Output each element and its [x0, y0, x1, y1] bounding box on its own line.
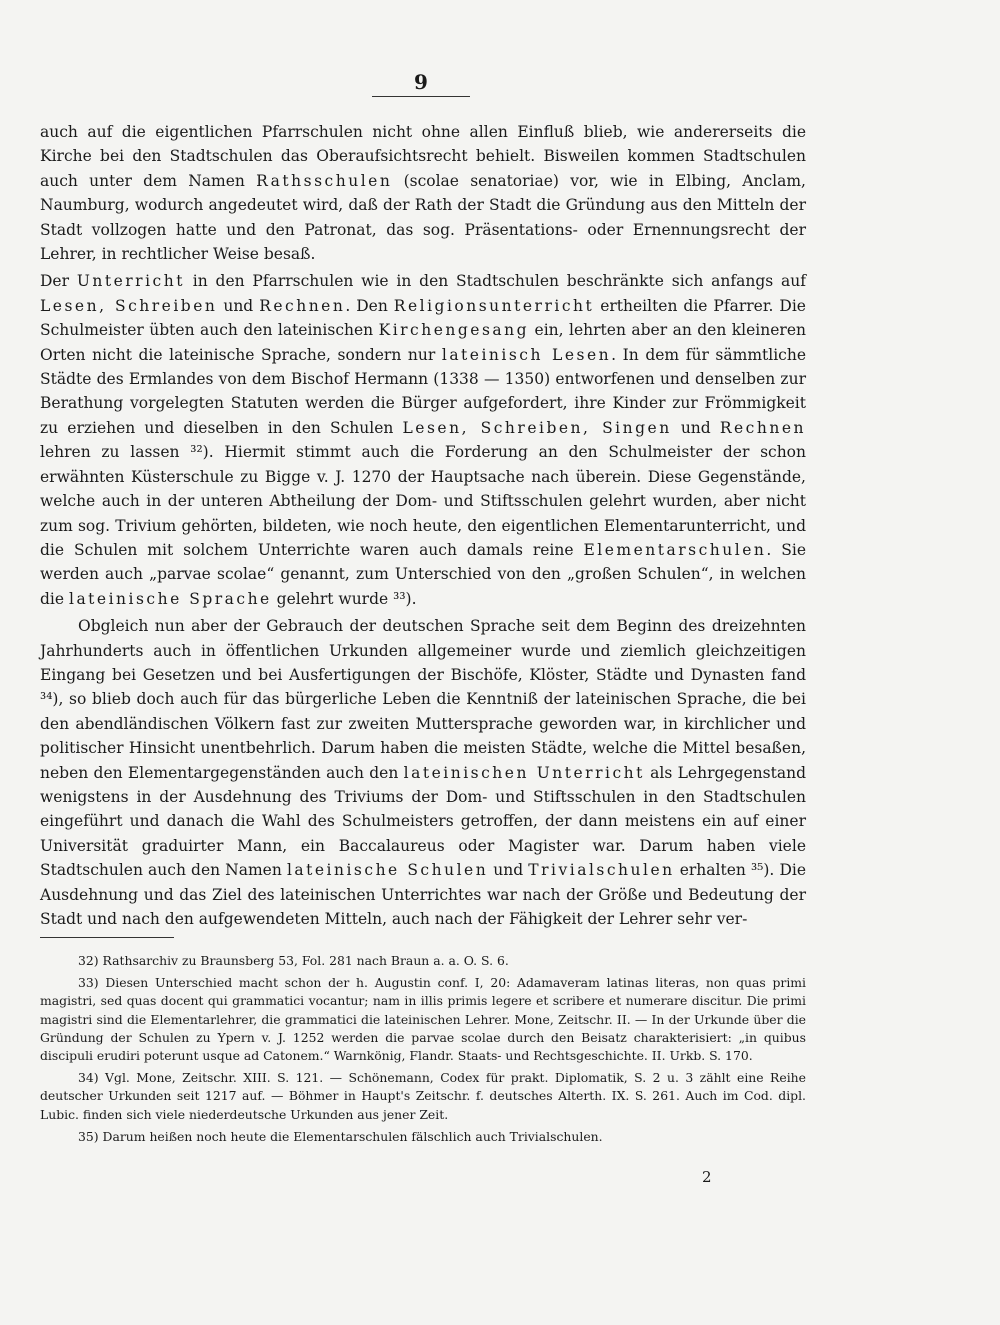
text-run: auch auf die eigentlichen Pfarrschulen nicht ohne allen Einfluß blieb, wie andererseits die Kirche bei den Stadtschulen das Oberaufsichtsrecht behielt. Bisweilen kommen Stadtschulen auch unter dem Namen: [40, 123, 806, 190]
footnote-separator: [40, 937, 174, 938]
emphasized-text: Rathsschulen: [256, 171, 393, 190]
text-run: als Lehrgegenstand wenigstens in der Ausdehnung des Triviums der Dom- und Stiftsschulen in den Stadtschulen eingeführt und danach die Wahl des Schulmeisters getroffen, der dann meistens ein auf einer Universität graduirter Mann, ein Baccalaureus oder Magister war. Darum haben viele Stadtschulen auch den Namen: [40, 763, 806, 880]
footnotes: [40, 952, 806, 1150]
text-run: . Sie werden auch „parvae scolae“ genannt, zum Unterschied von den „großen Schulen“, in welchen die: [40, 540, 806, 608]
page-number: 9: [372, 70, 470, 97]
emphasized-text: Trivialschulen: [528, 861, 675, 880]
emphasized-text: Rechnen: [719, 418, 806, 437]
paragraph: [40, 269, 806, 611]
text-run: (scolae senatoriae) vor, wie in Elbing, Anclam, Naumburg, wodurch angedeutet wird, daß der Rath der Stadt die Gründung aus den Mitteln der Stadt vollzogen hatte und den Patronat, das sog. Präsentations- oder Ernennungsrecht der Lehrer, in rechtlicher Weise besaß.: [40, 171, 806, 264]
emphasized-text: Lesen, Schreiben: [40, 296, 218, 315]
footnote: 33) Diesen Unterschied macht schon der h. Augustin conf. I, 20: Adamaveram latinas literas, non quas primi magistri, sed quas docent qui grammatici vocantur; nam in illis primis legere et scribere et numerare discitur. Die primi magistri sind die Elementarlehrer, die grammatici die lateinischen Lehrer. Mone, Zeitschr. II. — In der Urkunde über die Gründung der Schulen zu Ypern v. J. 1252 werden die parvae scolae durch den Beisatz charakterisiert: „in quibus discipuli erudiri poterunt usque ad Catonem.“ Warnkönig, Flandr. Staats- und Rechtsgeschichte. II. Urkb. S. 170.: [40, 975, 806, 1064]
text-run: und: [217, 296, 260, 315]
text-run: Der: [40, 272, 77, 291]
emphasized-text: lateinisch Lesen: [441, 345, 612, 364]
text-run: . In dem für sämmtliche Städte des Ermlandes von dem Bischof Hermann (1338 — 1350) entworfenen und denselben zur Berathung vorgelegten Statuten werden die Bürger aufgefordert, ihre Kinder zur Frömmigkeit zu erziehen und dieselben in den Schulen: [40, 345, 807, 437]
body-text: [40, 120, 806, 931]
text-run: in den Pfarrschulen wie in den Stadtschulen beschränkte sich anfangs auf: [184, 272, 806, 291]
paragraph: [40, 614, 806, 931]
text-run: ein, lehrten aber an den kleineren Orten nicht die lateinische Sprache, sondern nur: [40, 321, 806, 364]
emphasized-text: lateinische Schulen: [286, 861, 489, 880]
emphasized-text: Lesen, Schreiben, Singen: [402, 418, 672, 437]
text-run: ertheilten die Pfarrer. Die Schulmeister übten auch den lateinischen: [40, 296, 806, 340]
footnote: 35) Darum heißen noch heute die Elementarschulen fälschlich auch Trivialschulen.: [78, 1128, 603, 1144]
text-run: lehren zu lassen ³²). Hiermit stimmt auch die Forderung an den Schulmeister der schon erwähnten Küsterschule zu Bigge v. J. 1270 der Hauptsache nach überein. Diese Gegenstände, welche auch in der unteren Abtheilung der Dom- und Stiftsschulen gelehrt wurden, aber nicht zum sog. Trivium gehörten, bildeten, wie noch heute, den eigentlichen Elementarunterricht, und die Schulen mit solchem Unterrichte waren auch damals reine: [40, 443, 806, 559]
emphasized-text: Kirchengesang: [378, 321, 530, 340]
text-run: und: [488, 861, 529, 880]
text-run: gelehrt wurde ³³).: [271, 589, 417, 608]
text-run: und: [671, 418, 720, 437]
footnote: 32) Rathsarchiv zu Braunsberg 53, Fol. 281 nach Braun a. a. O. S. 6.: [78, 953, 509, 968]
text-run: . Den: [345, 296, 394, 315]
emphasized-text: lateinische Sprache: [68, 589, 272, 608]
emphasized-text: Rechnen: [259, 296, 346, 315]
emphasized-text: lateinischen Unterricht: [403, 763, 645, 782]
emphasized-text: Elementarschulen: [583, 540, 767, 559]
emphasized-text: Unterricht: [76, 272, 185, 291]
footnote: 34) Vgl. Mone, Zeitschr. XIII. S. 121. — Schönemann, Codex für prakt. Diplomatik, S. 2 u. 3 zählt eine Reihe deutscher Urkunden seit 1217 auf. — Böhmer in Haupt's Zeitschr. f. deutsches Alterth. IX. S. 261. Auch im Cod. dipl. Lubic. finden sich viele niederdeutsche Urkunden aus jener Zeit.: [40, 1070, 806, 1122]
signature-mark: 2: [702, 1168, 712, 1186]
text-run: erhalten ³⁵). Die Ausdehnung und das Ziel des lateinischen Unterrichtes war nach der Größe und Bedeutung der Stadt und nach den aufgewendeten Mitteln, auch nach der Fähigkeit der Lehrer sehr ver-: [40, 861, 806, 928]
text-run: Obgleich nun aber der Gebrauch der deutschen Sprache seit dem Beginn des dreizehnten Jahrhunderts auch in öffentlichen Urkunden allgemeiner wurde und ziemlich gleichzeitigen Eingang bei Gesetzen und bei Ausfertigungen der Bischöfe, Klöster, Städte und Dynasten fand ³⁴), so blieb doch auch für das bürgerliche Leben die Kenntniß der lateinischen Sprache, die bei den abendländischen Völkern fast zur zweiten Muttersprache geworden war, in kirchlicher und politischer Hinsicht unentbehrlich. Darum haben die meisten Städte, welche die Mittel besaßen, neben den Elementargegenständen auch den: [40, 617, 806, 782]
emphasized-text: Religionsunterricht: [393, 296, 595, 315]
paragraph: [40, 120, 806, 266]
